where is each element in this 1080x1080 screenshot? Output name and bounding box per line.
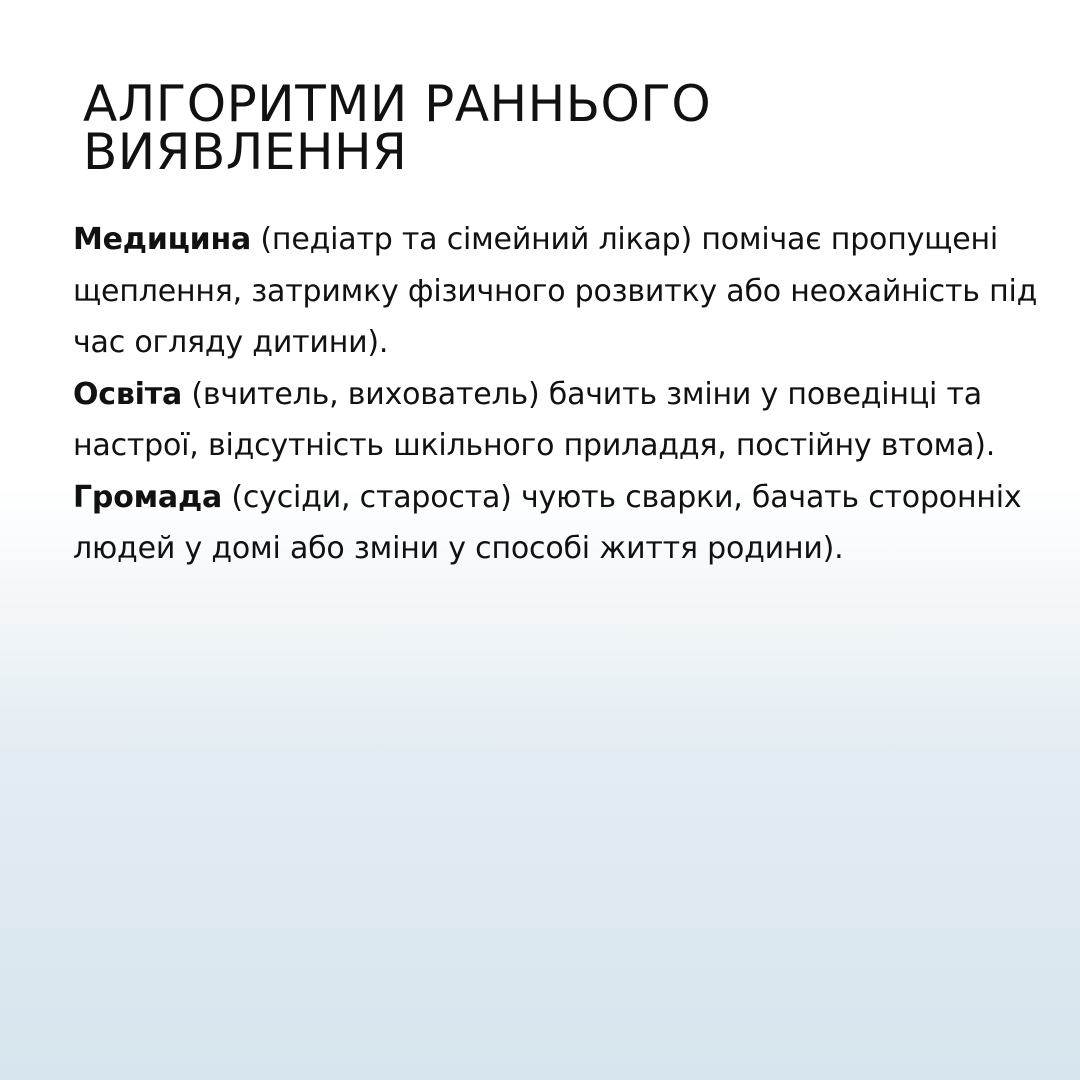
body-text	[73, 214, 1048, 575]
title-line-2: ВИЯВЛЕННЯ	[83, 123, 408, 181]
term-education: Освіта	[73, 376, 182, 412]
term-medicine: Медицина	[73, 222, 252, 257]
paragraph-medicine	[73, 214, 1048, 369]
description-medicine: (педіатр та сімейний лікар) помічає пропущені щеплення, затримку фізичного розвитку або неохайність під час огляду дитини).	[73, 222, 1038, 360]
title-line-1: АЛГОРИТМИ РАННЬОГО	[83, 75, 712, 133]
term-community: Громада	[73, 479, 223, 515]
description-community: (сусіди, староста) чують сварки, бачать сторонніх людей у домі або зміни у способі життя родини).	[73, 479, 1022, 566]
paragraph-community	[73, 472, 1048, 575]
description-education: (вчитель, вихователь) бачить зміни у поведінці та настрої, відсутність шкільного приладдя, постійну втома).	[73, 376, 996, 463]
page-title	[83, 75, 1003, 181]
paragraph-education	[73, 369, 1048, 472]
